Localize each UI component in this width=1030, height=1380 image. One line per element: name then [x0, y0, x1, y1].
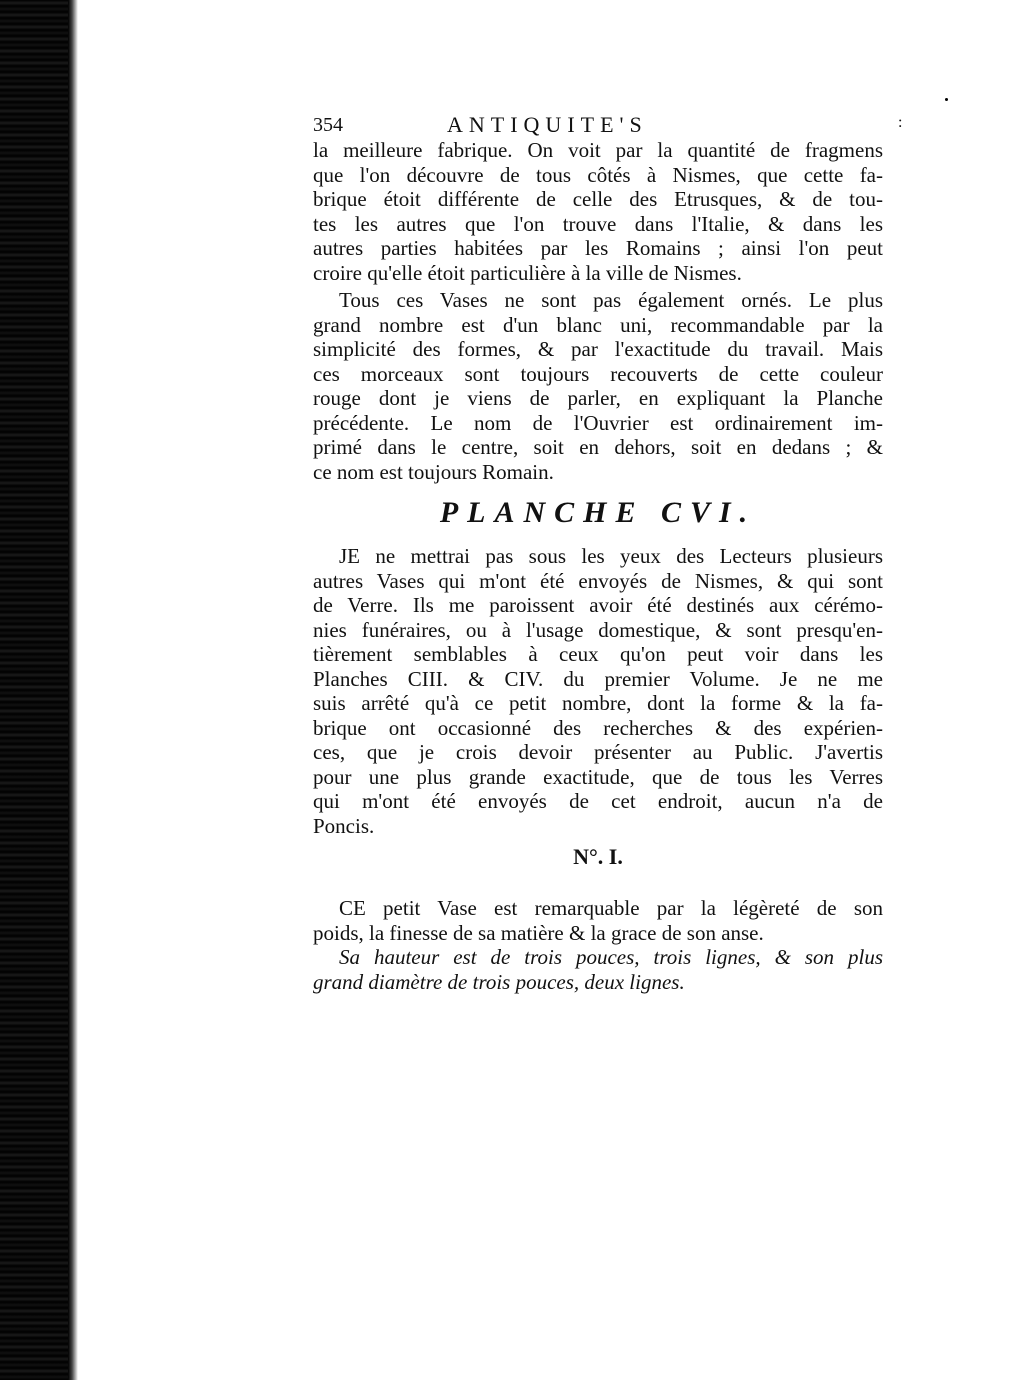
text-line: ces, que je crois devoir présenter au Public. J'avertis [313, 740, 883, 764]
text-line: autres parties habitées par les Romains ; ainsi l'on peut [313, 236, 883, 260]
text-line: ces morceaux sont toujours recouverts de cette couleur [313, 361, 883, 386]
page-text-block [313, 108, 903, 994]
text-line: Tous ces Vases ne sont pas également ornés. Le plus [339, 288, 883, 312]
page-number: 354 [313, 114, 343, 136]
corner-mark: : [898, 114, 903, 131]
paragraph-2 [313, 288, 883, 484]
text-line: CE petit Vase est remarquable par la légèreté de son [339, 896, 883, 920]
text-line: JE ne mettrai pas sous les yeux des Lecteurs plusieurs [339, 544, 883, 568]
text-line: autres Vases qui m'ont été envoyés de Nismes, & qui sont [313, 568, 883, 593]
text-line: rouge dont je viens de parler, en expliquant la Planche [313, 386, 883, 410]
text-line: qui m'ont été envoyés de cet endroit, aucun n'a de [313, 789, 883, 813]
text-line: la meilleure fabrique. On voit par la quantité de fragmens [313, 138, 883, 162]
text-line: tes les autres que l'on trouve dans l'Italie, & dans les [313, 211, 883, 236]
running-head [313, 108, 903, 138]
section-number-heading: N°. I. [573, 844, 623, 869]
text-line: pour une plus grande exactitude, que de tous les Verres [313, 764, 883, 789]
text-line: croire qu'elle étoit particulière à la ville de Nismes. [313, 260, 742, 285]
text-line: poids, la finesse de sa matière & la grace de son anse. [313, 920, 764, 945]
text-line: brique ont occasionné des recherches & des expérien- [313, 715, 883, 740]
text-line: de Verre. Ils me paroissent avoir été destinés aux cérémo- [313, 593, 883, 617]
binding-shadow [0, 0, 72, 1380]
text-line: Poncis. [313, 813, 375, 838]
paragraph-5-dimensions [313, 945, 883, 994]
text-line: Planches CIII. & CIV. du premier Volume. Je ne me [313, 666, 883, 691]
text-line: grand nombre est d'un blanc uni, recommandable par la [313, 312, 883, 337]
text-line: précédente. Le nom de l'Ouvrier est ordinairement im- [313, 410, 883, 435]
text-line: que l'on découvre de tous côtés à Nismes, que cette fa- [313, 162, 883, 187]
text-line: Sa hauteur est de trois pouces, trois lignes, & son plus [339, 945, 883, 969]
text-line: brique étoit différente de celle des Etrusques, & de tou- [313, 187, 883, 211]
running-title: ANTIQUITE'S [447, 112, 648, 137]
paragraph-1 [313, 138, 883, 285]
page-edge [68, 0, 78, 1380]
text-line: grand diamètre de trois pouces, deux lignes. [313, 969, 685, 994]
text-line: nies funéraires, ou à l'usage domestique, & sont presqu'en- [313, 617, 883, 642]
ink-speck [945, 98, 948, 101]
text-line: primé dans le centre, soit en dehors, soit en dedans ; & [313, 435, 883, 459]
text-line: simplicité des formes, & par l'exactitude du travail. Mais [313, 337, 883, 361]
text-line: ce nom est toujours Romain. [313, 459, 554, 484]
plate-heading: PLANCHE CVI. [439, 496, 757, 529]
text-line: tièrement semblables à ceux qu'on peut voir dans les [313, 642, 883, 666]
text-line: suis arrêté qu'à ce petit nombre, dont la forme & la fa- [313, 691, 883, 715]
paragraph-4 [313, 896, 883, 945]
paragraph-3 [313, 544, 883, 838]
